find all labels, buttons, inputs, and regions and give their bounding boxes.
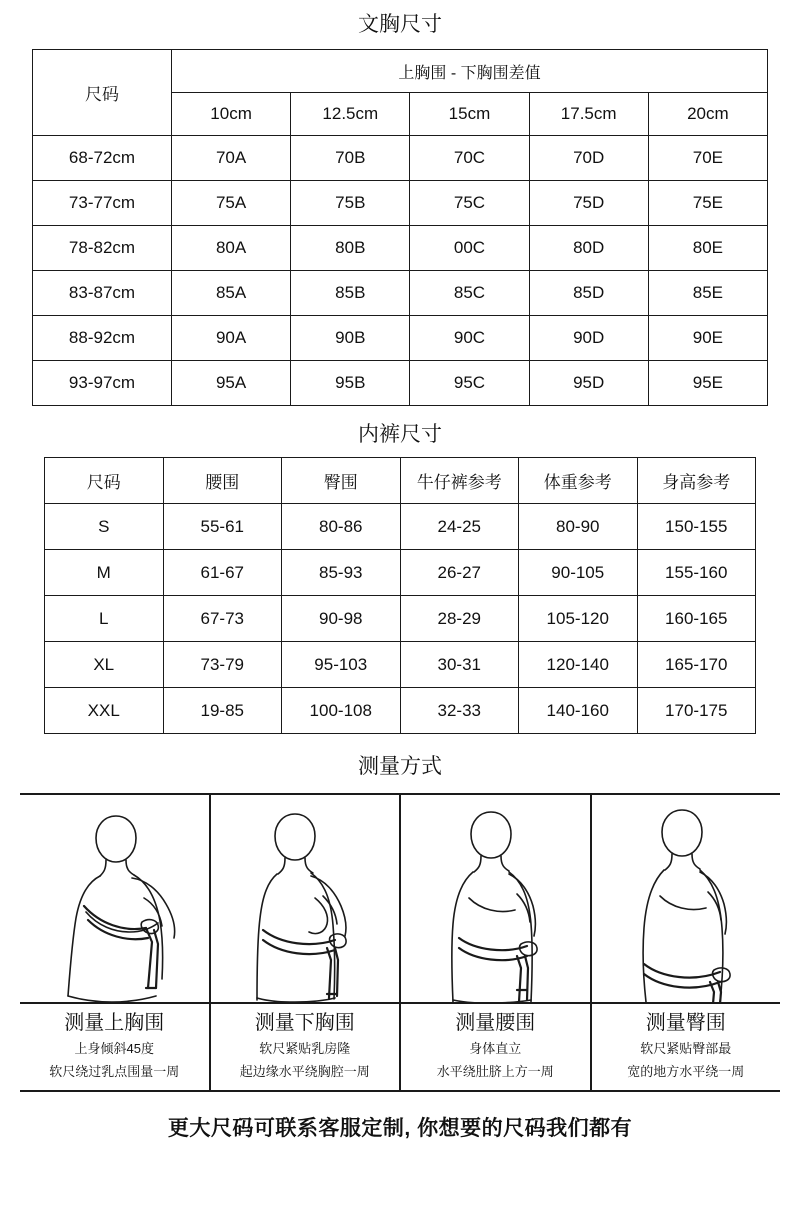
hip-measure-figure bbox=[592, 795, 781, 1002]
bra-cell-5-0: 95A bbox=[172, 361, 291, 406]
measure-label-cell-1 bbox=[211, 1004, 402, 1090]
bra-cell-2-1: 80B bbox=[291, 226, 410, 271]
bra-cell-4-0: 90A bbox=[172, 316, 291, 361]
measure-desc-2-line2: 水平绕肚脐上方一周 bbox=[436, 1063, 554, 1079]
measure-figure-row bbox=[20, 793, 780, 1004]
bra-cell-1-2: 75C bbox=[410, 181, 529, 226]
panty-cell-2-3: 28-29 bbox=[400, 596, 519, 642]
panty-header-4: 体重参考 bbox=[519, 458, 638, 504]
panty-header-2: 臀围 bbox=[282, 458, 401, 504]
bra-cell-5-4: 95E bbox=[648, 361, 767, 406]
panty-cell-1-2: 85-93 bbox=[282, 550, 401, 596]
panty-header-5: 身高参考 bbox=[637, 458, 756, 504]
measure-desc-0-line1: 上身倾斜45度 bbox=[74, 1041, 154, 1056]
bra-row-label-1: 73-77cm bbox=[33, 181, 172, 226]
table-row bbox=[45, 550, 756, 596]
bra-cell-0-1: 70B bbox=[291, 136, 410, 181]
bra-diff-col-4: 20cm bbox=[648, 93, 767, 136]
panty-cell-3-0: XL bbox=[45, 642, 164, 688]
bra-cell-4-3: 90D bbox=[529, 316, 648, 361]
bra-cell-1-3: 75D bbox=[529, 181, 648, 226]
panty-header-3: 牛仔裤参考 bbox=[400, 458, 519, 504]
table-row bbox=[45, 504, 756, 550]
bra-cell-0-2: 70C bbox=[410, 136, 529, 181]
panty-cell-0-5: 150-155 bbox=[637, 504, 756, 550]
panty-cell-1-4: 90-105 bbox=[519, 550, 638, 596]
table-row bbox=[45, 642, 756, 688]
panty-cell-0-1: 55-61 bbox=[163, 504, 282, 550]
measure-desc-3-line2: 宽的地方水平绕一周 bbox=[627, 1063, 745, 1079]
panty-size-table bbox=[44, 457, 756, 734]
upper-bust-measure-figure bbox=[20, 795, 209, 1002]
measure-guide bbox=[20, 793, 780, 1092]
measure-label-cell-2 bbox=[401, 1004, 592, 1090]
measure-label-row bbox=[20, 1004, 780, 1092]
panty-cell-3-4: 120-140 bbox=[519, 642, 638, 688]
measure-title-2: 测量腰围 bbox=[455, 1012, 536, 1034]
measure-title-0: 测量上胸围 bbox=[64, 1012, 165, 1034]
bra-cell-0-4: 70E bbox=[648, 136, 767, 181]
table-row bbox=[45, 688, 756, 734]
panty-cell-0-2: 80-86 bbox=[282, 504, 401, 550]
table-row bbox=[33, 226, 768, 271]
bra-cell-1-4: 75E bbox=[648, 181, 767, 226]
table-row bbox=[33, 50, 768, 93]
panty-cell-2-2: 90-98 bbox=[282, 596, 401, 642]
bra-cell-3-0: 85A bbox=[172, 271, 291, 316]
table-row bbox=[33, 361, 768, 406]
bra-corner-label: 尺码 bbox=[33, 50, 172, 136]
bra-row-label-0: 68-72cm bbox=[33, 136, 172, 181]
bra-cell-4-1: 90B bbox=[291, 316, 410, 361]
panty-cell-2-0: L bbox=[45, 596, 164, 642]
panty-cell-4-2: 100-108 bbox=[282, 688, 401, 734]
bra-row-label-4: 88-92cm bbox=[33, 316, 172, 361]
table-row bbox=[45, 596, 756, 642]
panty-cell-2-4: 105-120 bbox=[519, 596, 638, 642]
bra-cell-5-3: 95D bbox=[529, 361, 648, 406]
bra-section-title: 文胸尺寸 bbox=[358, 13, 442, 36]
bra-cell-3-4: 85E bbox=[648, 271, 767, 316]
bra-cell-0-3: 70D bbox=[529, 136, 648, 181]
bra-cell-2-4: 80E bbox=[648, 226, 767, 271]
measure-desc-3-line1: 软尺紧贴臀部最 bbox=[640, 1041, 732, 1056]
measure-label-cell-0 bbox=[20, 1004, 211, 1090]
bra-diff-col-3: 17.5cm bbox=[529, 93, 648, 136]
bra-diff-col-0: 10cm bbox=[172, 93, 291, 136]
bra-cell-2-0: 80A bbox=[172, 226, 291, 271]
panty-cell-4-1: 19-85 bbox=[163, 688, 282, 734]
measure-label-cell-3 bbox=[592, 1004, 781, 1090]
panty-cell-2-5: 160-165 bbox=[637, 596, 756, 642]
bra-row-label-2: 78-82cm bbox=[33, 226, 172, 271]
bra-diff-col-2: 15cm bbox=[410, 93, 529, 136]
panty-cell-1-0: M bbox=[45, 550, 164, 596]
bra-cell-4-4: 90E bbox=[648, 316, 767, 361]
panty-cell-3-2: 95-103 bbox=[282, 642, 401, 688]
panty-cell-0-3: 24-25 bbox=[400, 504, 519, 550]
bra-cell-4-2: 90C bbox=[410, 316, 529, 361]
panty-cell-4-4: 140-160 bbox=[519, 688, 638, 734]
panty-cell-0-0: S bbox=[45, 504, 164, 550]
panty-cell-3-3: 30-31 bbox=[400, 642, 519, 688]
measure-desc-2-line1: 身体直立 bbox=[469, 1041, 522, 1056]
panty-header-1: 腰围 bbox=[163, 458, 282, 504]
bra-cell-0-0: 70A bbox=[172, 136, 291, 181]
bra-cell-3-3: 85D bbox=[529, 271, 648, 316]
measure-section-title: 测量方式 bbox=[358, 755, 442, 778]
table-row bbox=[33, 271, 768, 316]
bra-cell-3-1: 85B bbox=[291, 271, 410, 316]
bra-cell-3-2: 85C bbox=[410, 271, 529, 316]
measure-figure-cell-3 bbox=[592, 795, 781, 1002]
waist-measure-figure bbox=[401, 795, 590, 1002]
bra-diff-col-1: 12.5cm bbox=[291, 93, 410, 136]
table-row bbox=[33, 136, 768, 181]
panty-cell-0-4: 80-90 bbox=[519, 504, 638, 550]
bra-cell-2-3: 80D bbox=[529, 226, 648, 271]
bra-diff-header: 上胸围 - 下胸围差值 bbox=[172, 50, 768, 93]
measure-title-3: 测量臀围 bbox=[645, 1012, 726, 1034]
measure-desc-0-line2: 软尺绕过乳点围量一周 bbox=[49, 1063, 180, 1079]
bra-cell-1-1: 75B bbox=[291, 181, 410, 226]
measure-figure-cell-2 bbox=[401, 795, 592, 1002]
bra-cell-2-2: 00C bbox=[410, 226, 529, 271]
panty-cell-4-0: XXL bbox=[45, 688, 164, 734]
panty-cell-1-3: 26-27 bbox=[400, 550, 519, 596]
table-row bbox=[33, 316, 768, 361]
panty-cell-4-5: 170-175 bbox=[637, 688, 756, 734]
measure-title-1: 测量下胸围 bbox=[254, 1012, 355, 1034]
table-header-row bbox=[45, 458, 756, 504]
measure-desc-1-line2: 起边缘水平绕胸腔一周 bbox=[239, 1063, 370, 1079]
under-bust-measure-figure bbox=[211, 795, 400, 1002]
bra-row-label-3: 83-87cm bbox=[33, 271, 172, 316]
bra-cell-1-0: 75A bbox=[172, 181, 291, 226]
table-row bbox=[33, 181, 768, 226]
panty-cell-1-1: 61-67 bbox=[163, 550, 282, 596]
panty-header-0: 尺码 bbox=[45, 458, 164, 504]
panty-cell-3-5: 165-170 bbox=[637, 642, 756, 688]
panty-cell-1-5: 155-160 bbox=[637, 550, 756, 596]
measure-desc-1-line1: 软尺紧贴乳房隆 bbox=[259, 1041, 351, 1056]
panty-cell-3-1: 73-79 bbox=[163, 642, 282, 688]
bra-cell-5-1: 95B bbox=[291, 361, 410, 406]
bra-row-label-5: 93-97cm bbox=[33, 361, 172, 406]
footer-note: 更大尺码可联系客服定制, 你想要的尺码我们都有 bbox=[167, 1117, 633, 1140]
panty-cell-2-1: 67-73 bbox=[163, 596, 282, 642]
panty-section-title: 内裤尺寸 bbox=[358, 423, 442, 446]
bra-size-table bbox=[32, 49, 768, 406]
size-chart-page bbox=[0, 14, 800, 1213]
measure-figure-cell-0 bbox=[20, 795, 211, 1002]
bra-cell-5-2: 95C bbox=[410, 361, 529, 406]
panty-cell-4-3: 32-33 bbox=[400, 688, 519, 734]
measure-figure-cell-1 bbox=[211, 795, 402, 1002]
